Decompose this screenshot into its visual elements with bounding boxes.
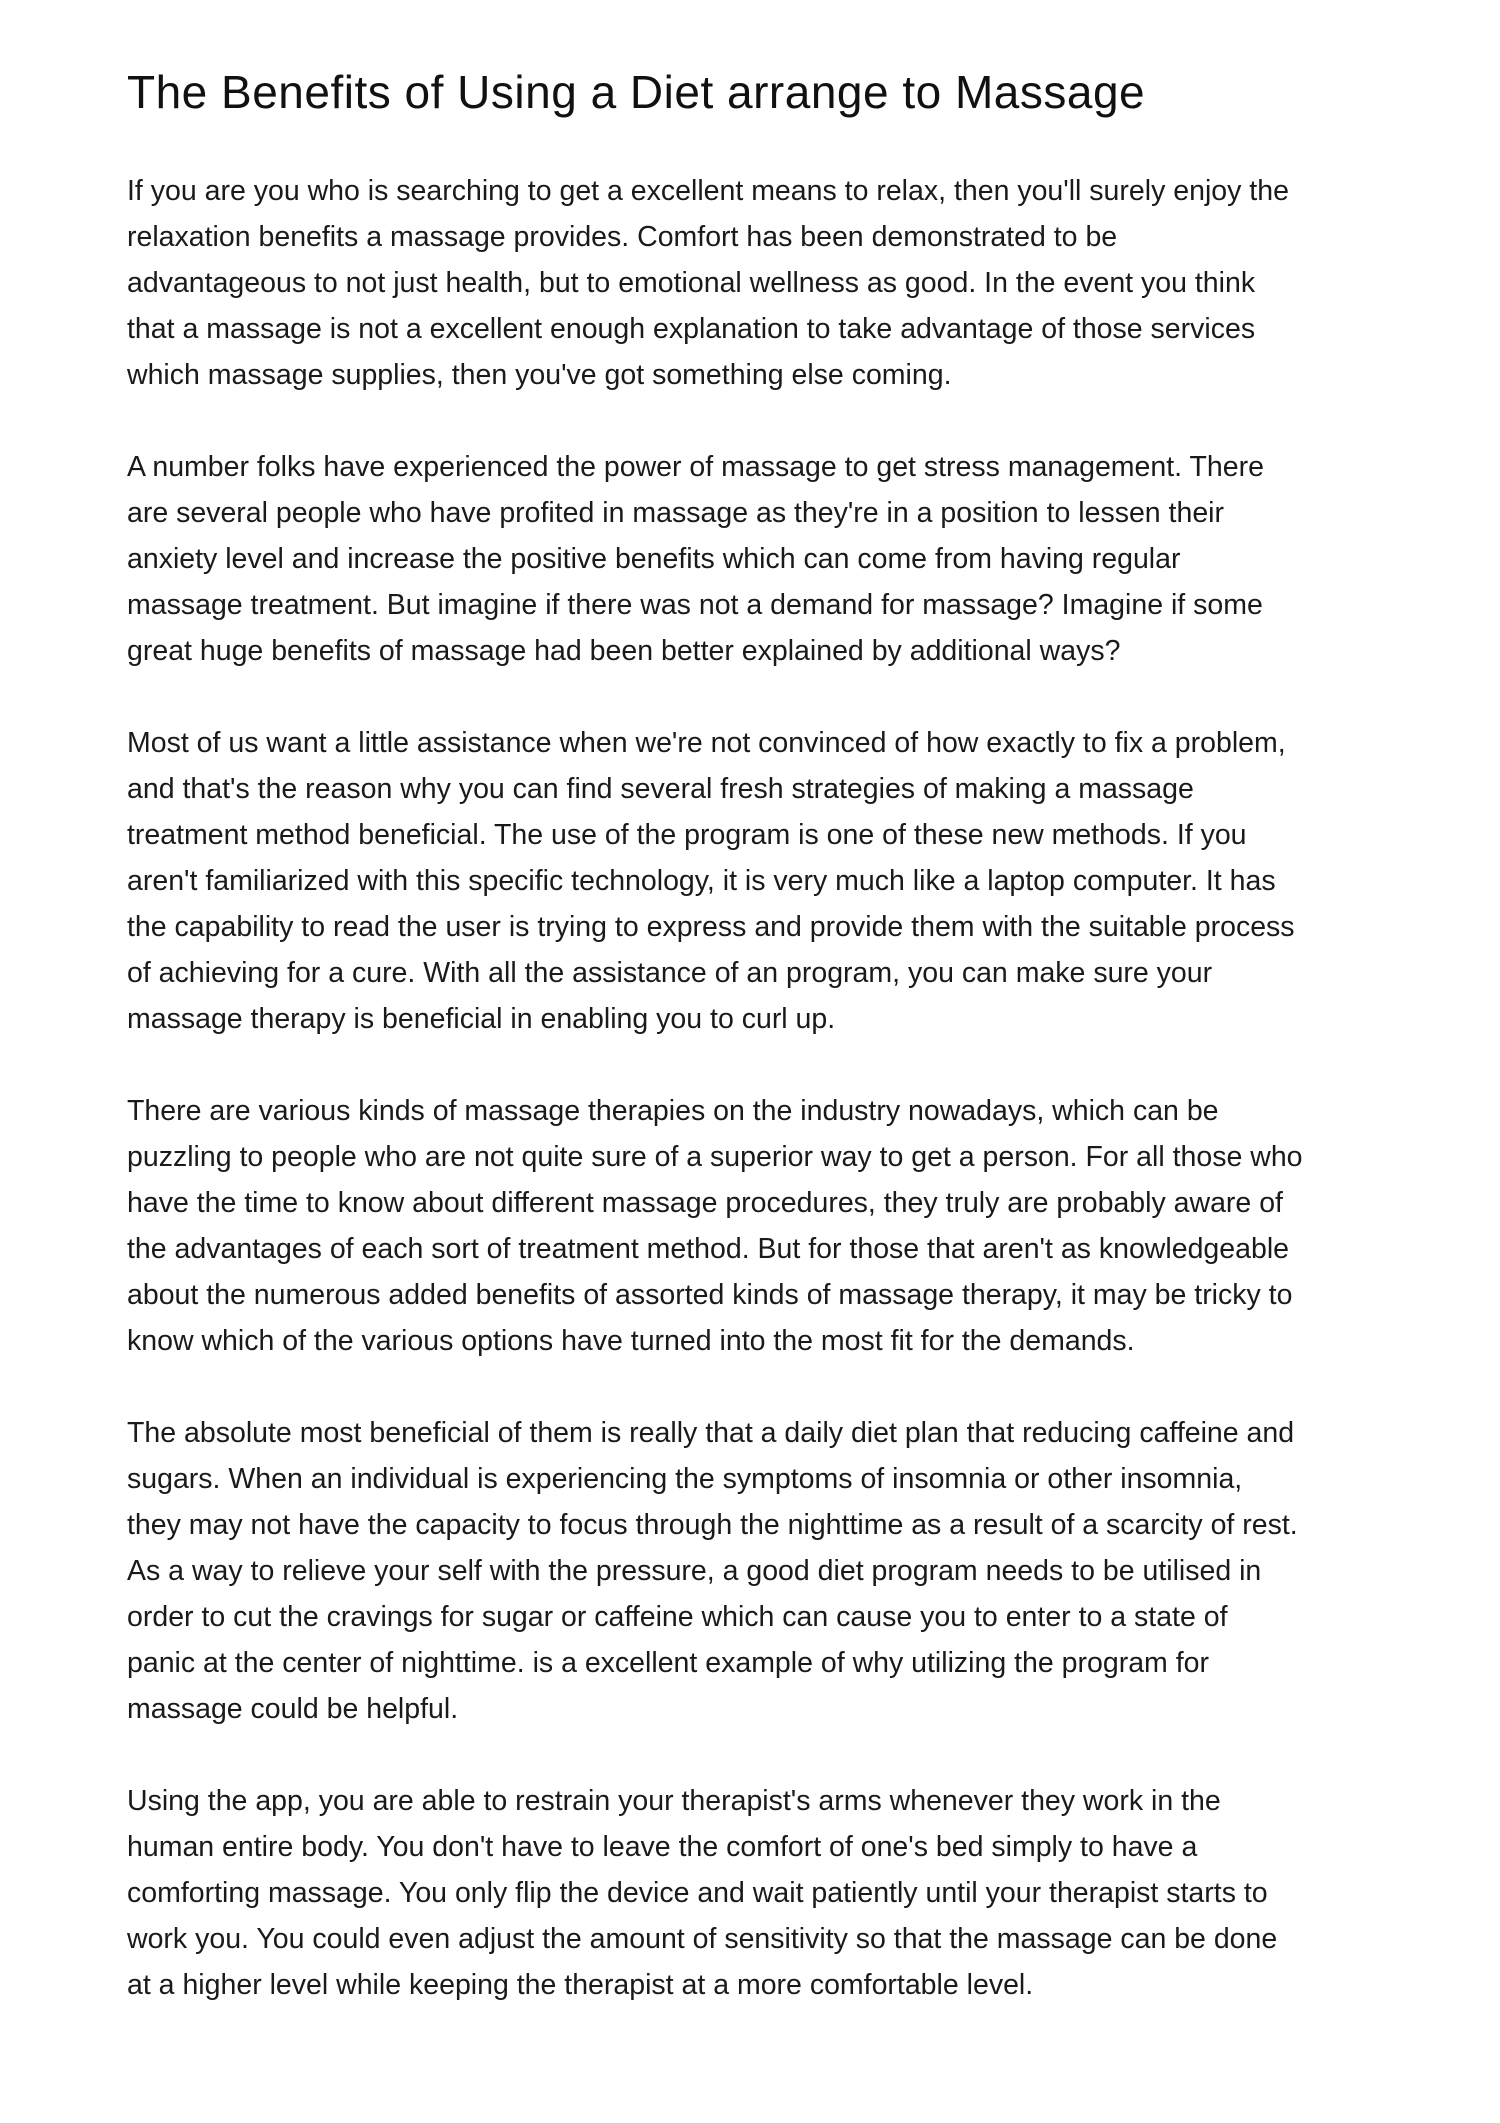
paragraph-line: about the numerous added benefits of assorted kinds of massage therapy, it may be tricky to	[127, 1279, 1293, 1311]
paragraph-line: of achieving for a cure. With all the assistance of an program, you can make sure your	[127, 957, 1213, 989]
paragraph-3	[127, 720, 1387, 1042]
paragraph-line: relaxation benefits a massage provides. Comfort has been demonstrated to be	[127, 221, 1118, 253]
paragraph-line: that a massage is not a excellent enough explanation to take advantage of those services	[127, 313, 1256, 345]
paragraph-line: great huge benefits of massage had been better explained by additional ways?	[127, 635, 1121, 667]
paragraph-4	[127, 1088, 1387, 1364]
paragraph-line: they may not have the capacity to focus through the nighttime as a result of a scarcity of rest.	[127, 1509, 1298, 1541]
paragraph-line: sugars. When an individual is experiencing the symptoms of insomnia or other insomnia,	[127, 1463, 1243, 1495]
paragraph-2	[127, 444, 1387, 674]
paragraph-line: work you. You could even adjust the amount of sensitivity so that the massage can be done	[127, 1923, 1278, 1955]
paragraph-6	[127, 1778, 1387, 2008]
paragraph-5	[127, 1410, 1387, 1732]
paragraph-line: Most of us want a little assistance when we're not convinced of how exactly to fix a problem,	[127, 727, 1286, 759]
paragraph-line: massage could be helpful.	[127, 1693, 459, 1725]
paragraph-line: If you are you who is searching to get a excellent means to relax, then you'll surely enjoy the	[127, 175, 1289, 207]
paragraph-line: advantageous to not just health, but to emotional wellness as good. In the event you think	[127, 267, 1256, 299]
paragraph-line: the advantages of each sort of treatment method. But for those that aren't as knowledgeable	[127, 1233, 1290, 1265]
paragraph-line: human entire body. You don't have to leave the comfort of one's bed simply to have a	[127, 1831, 1198, 1863]
paragraph-line: anxiety level and increase the positive benefits which can come from having regular	[127, 543, 1181, 575]
paragraph-line: aren't familiarized with this specific technology, it is very much like a laptop computer. It has	[127, 865, 1276, 897]
paragraph-line: order to cut the cravings for sugar or caffeine which can cause you to enter to a state of	[127, 1601, 1228, 1633]
paragraph-line: A number folks have experienced the power of massage to get stress management. There	[127, 451, 1264, 483]
paragraph-line: puzzling to people who are not quite sure of a superior way to get a person. For all those who	[127, 1141, 1303, 1173]
paragraph-line: know which of the various options have turned into the most fit for the demands.	[127, 1325, 1135, 1357]
paragraph-line: massage treatment. But imagine if there was not a demand for massage? Imagine if some	[127, 589, 1263, 621]
paragraph-1	[127, 168, 1387, 398]
paragraph-line: There are various kinds of massage therapies on the industry nowadays, which can be	[127, 1095, 1219, 1127]
paragraph-line: Using the app, you are able to restrain your therapist's arms whenever they work in the	[127, 1785, 1221, 1817]
paragraph-line: have the time to know about different massage procedures, they truly are probably aware of	[127, 1187, 1283, 1219]
paragraph-line: and that's the reason why you can find several fresh strategies of making a massage	[127, 773, 1194, 805]
paragraph-line: at a higher level while keeping the therapist at a more comfortable level.	[127, 1969, 1034, 2001]
paragraph-line: massage therapy is beneficial in enabling you to curl up.	[127, 1003, 836, 1035]
paragraph-line: As a way to relieve your self with the pressure, a good diet program needs to be utilised in	[127, 1555, 1262, 1587]
paragraph-line: The absolute most beneficial of them is really that a daily diet plan that reducing caffeine and	[127, 1417, 1295, 1449]
paragraph-line: are several people who have profited in massage as they're in a position to lessen their	[127, 497, 1224, 529]
paragraph-line: comforting massage. You only flip the device and wait patiently until your therapist starts to	[127, 1877, 1268, 1909]
paragraph-line: panic at the center of nighttime. is a excellent example of why utilizing the program for	[127, 1647, 1209, 1679]
document-body	[127, 168, 1387, 2054]
paragraph-line: treatment method beneficial. The use of the program is one of these new methods. If you	[127, 819, 1247, 851]
paragraph-line: the capability to read the user is trying to express and provide them with the suitable process	[127, 911, 1295, 943]
paragraph-line: which massage supplies, then you've got something else coming.	[127, 359, 952, 391]
document-title: The Benefits of Using a Diet arrange to Massage	[127, 66, 1146, 118]
